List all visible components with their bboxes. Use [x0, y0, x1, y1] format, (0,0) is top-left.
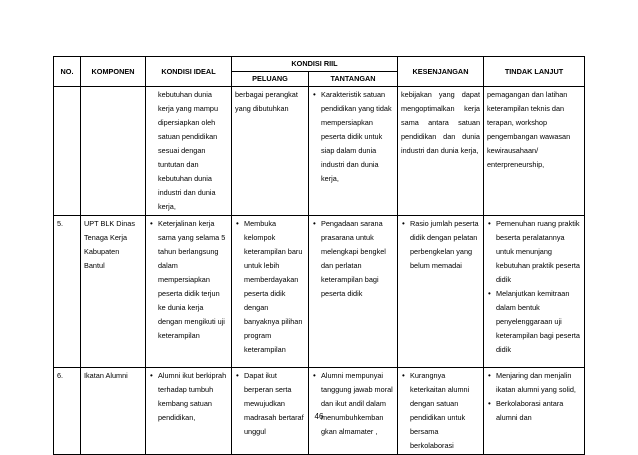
cell-kondisi-ideal: kebutuhan dunia kerja yang mampu dipersiapkan oleh satuan pendidikan sesuai dengan tuntutan dan kebutuhan dunia industri dan dunia kerja,	[146, 87, 232, 216]
cell-kesenjangan: kebijakan yang dapat mengoptimalkan kerja sama antara satuan pendidikan dan dunia industri dan dunia kerja,	[398, 87, 484, 216]
list-item: • Rasio jumlah peserta didik dengan pelatan perbengkelan yang belum memadai	[410, 217, 480, 273]
cell-tindak-lanjut	[484, 368, 585, 455]
cell-tantangan	[309, 216, 398, 368]
list-item: • Alumni mempunyai tanggung jawab moral dan ikut andil dalam menumbuhkemban gkan almamater ,	[321, 369, 394, 439]
list-item: • Pemenuhan ruang praktik beserta peralatannya untuk menunjang kebutuhan praktik peserta didik	[496, 217, 581, 287]
header-tantangan: TANTANGAN	[309, 72, 398, 87]
table-row	[54, 216, 585, 368]
header-peluang: PELUANG	[232, 72, 309, 87]
list-item: • Menjaring dan menjalin ikatan alumni yang solid,	[496, 369, 581, 397]
list-item: • Kurangnya keterkaitan alumni dengan satuan pendidikan untuk bersama berkolaborasi	[410, 369, 480, 453]
cell-peluang	[232, 368, 309, 455]
header-komponen: KOMPONEN	[81, 57, 146, 87]
header-kesenjangan: KESENJANGAN	[398, 57, 484, 87]
table-row	[54, 87, 585, 216]
page-number: 46	[314, 412, 324, 421]
cell-peluang: berbagai perangkat yang dibutuhkan	[232, 87, 309, 216]
cell-komponen	[81, 87, 146, 216]
cell-peluang	[232, 216, 309, 368]
header-row	[54, 57, 585, 72]
cell-tantangan	[309, 368, 398, 455]
table-row	[54, 368, 585, 455]
cell-tindak-lanjut	[484, 216, 585, 368]
cell-kesenjangan	[398, 216, 484, 368]
cell-tantangan	[309, 87, 398, 216]
list-item: • Berkolaborasi antara alumni dan	[496, 397, 581, 425]
list-item: • Karakteristik satuan pendidikan yang tidak mempersiapkan peserta didik untuk siap dalam dunia industri dan dunia kerja,	[321, 88, 394, 186]
cell-no: 6.	[54, 368, 81, 455]
cell-kondisi-ideal	[146, 216, 232, 368]
list-item: • Melanjutkan kemitraan dalam bentuk penyelenggaraan uji keterampilan bagi peserta didik	[496, 287, 581, 357]
header-no: NO.	[54, 57, 81, 87]
cell-komponen: UPT BLK Dinas Tenaga Kerja Kabupaten Bantul	[81, 216, 146, 368]
cell-no	[54, 87, 81, 216]
cell-kondisi-ideal	[146, 368, 232, 455]
list-item: • Dapat ikut berperan serta mewujudkan madrasah bertaraf unggul	[244, 369, 305, 439]
cell-tindak-lanjut: pemagangan dan latihan keterampilan teknis dan terapan, workshop pengembangan wawasan kewirausahaan/ enterpreneurship,	[484, 87, 585, 216]
cell-kesenjangan	[398, 368, 484, 455]
cell-no: 5.	[54, 216, 81, 368]
list-item: • Keterjalinan kerja sama yang selama 5 tahun berlangsung dalam mempersiapkan peserta didik terjun ke dunia kerja dengan mengikuti uji keterampilan	[158, 217, 228, 343]
kondisi-table	[53, 56, 585, 455]
list-item: • Pengadaan sarana prasarana untuk melengkapi bengkel dan perlatan keterampilan bagi peserta didik	[321, 217, 394, 301]
list-item: • Membuka kelompok keterampilan baru untuk lebih memberdayakan peserta didik dengan banyaknya pilihan program keterampilan	[244, 217, 305, 357]
header-tindak-lanjut: TINDAK LANJUT	[484, 57, 585, 87]
cell-komponen: Ikatan Alumni	[81, 368, 146, 455]
list-item: • Alumni ikut berkiprah terhadap tumbuh kembang satuan pendidikan,	[158, 369, 228, 425]
header-kondisi-ideal: KONDISI IDEAL	[146, 57, 232, 87]
header-kondisi-riil: KONDISI RIIL	[232, 57, 398, 72]
